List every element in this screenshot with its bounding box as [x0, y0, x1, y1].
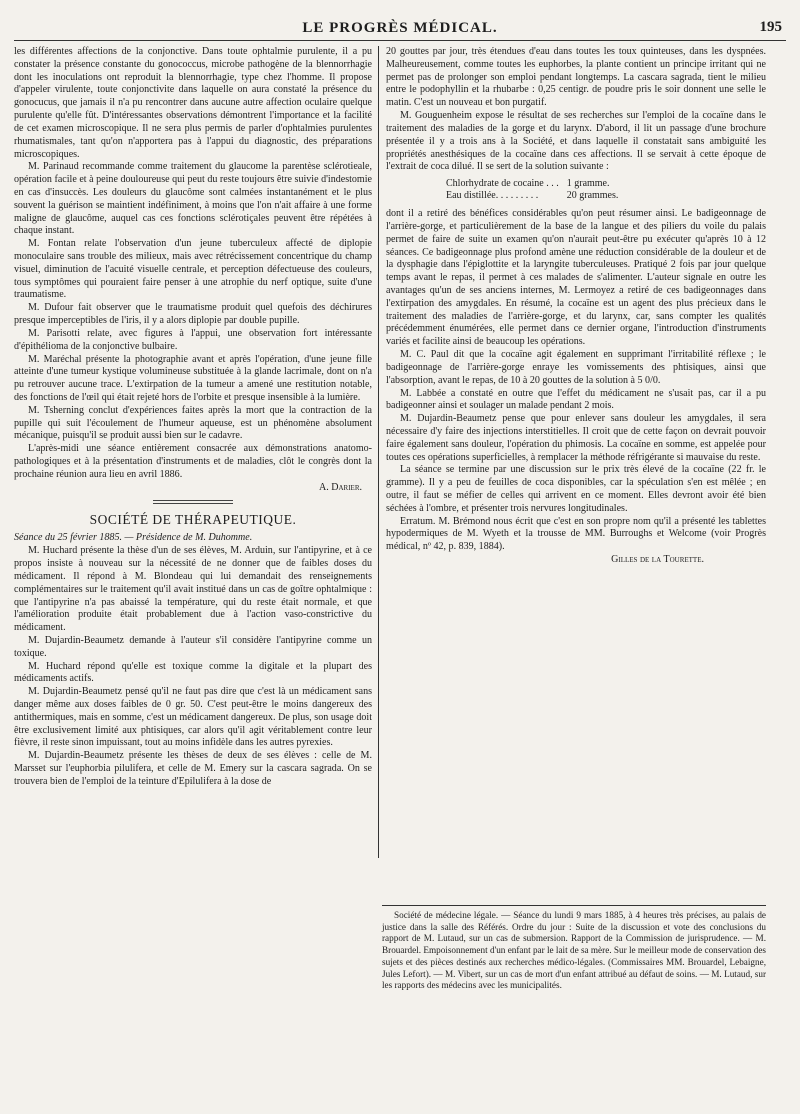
paragraph: M. Tsherning conclut d'expériences faites après la mort que la contraction de la pupille qui suit l'écoulement de l'humeur aqueuse, est un phénomène absolument mécanique, puisqu'il se produit aussi bien sur le cadavre.: [14, 404, 372, 442]
signature-darier: A. Darier.: [318, 481, 362, 493]
notice-text: Société de médecine légale. — Séance du lundi 9 mars 1885, à 4 heures très précises, au palais de justice dans la salle des Référés. Ordre du jour : Suite de la discussion et vote des conclusions du rapport de M. Lutaud, sur un cas de submersion. Rapport de la Commission de jurisprudence. — M. Brouardel. Empoisonnement d'un enfant par le lait de sa mère. Sur le meilleur mode de conservation des sujets et des pièces destinés aux recherches médico-légales. (Commissaires MM. Brouardel, Lebaigne, Jules Lefort). — M. Vibert, sur un cas de mort d'un enfant attribué au défaut de soins. — M. Lutaud, sur les rapports des médecins avec les municipalités.: [382, 910, 766, 991]
paragraph: M. Huchard présente la thèse d'un de ses élèves, M. Arduin, sur l'antipyrine, et à ce propos insiste à nouveau sur la nécessité de ne donner que de faibles doses du médicament. Il répond à M. Blondeau qui lui demandait des renseignements complémentaires sur le traitement qu'il avait institué dans un cas de goître ophtalmique : que l'antipyrine n'a pas abaissé la température, qui du reste était normale, et que l'amélioration produite était probablement due à l'action vaso-constrictive du médicament.: [14, 545, 372, 634]
paragraph: M. Dujardin-Beaumetz pensé qu'il ne faut pas dire que c'est là un médicament sans danger même aux doses faibles de 0 gr. 50. C'est peut-être le moins dangereux des antithermiques, mais en somme, c'est un médicament dangereux. De plus, son usage doit être exclusivement limité aux phtisiques, car alors qu'il agit véritablement contre leur fièvre, il reste sinon impuissant, tout au moins infidèle dans les autres pyrexies.: [14, 686, 372, 749]
recipe-ingredient: Eau distillée. . . . . . . . .: [446, 190, 539, 202]
paragraph: 20 gouttes par jour, très étendues d'eau dans toutes les toux quinteuses, dans les dyspnées. Malheureusement, comme toutes les euphorbes, la plante contient un principe irritant qui ne permet pas de prolonger son emploi pendant longtemps. La cascara sagrada, tient le milieu entre le podophyllin et la rhubarbe : 0,25 centigr. de poudre pris le soir donnent une selle le matin. C'est un nouveau et bon purgatif.: [386, 46, 766, 109]
notice-box: [382, 905, 766, 992]
paragraph: L'après-midi une séance entièrement consacrée aux démonstrations anatomo-pathologiques et à la présentation d'instruments et de maladies, clôt le congrès dont la prochaine réunion aura lieu en avril 1886.: [14, 443, 372, 480]
erratum-paragraph: Erratum. M. Brémond nous écrit que c'est en son propre nom qu'il a présenté les tablettes hypodermiques de M. Wyeth et la trousse de MM. Burroughs et Welcome (voir Progrès médical, nº 42, p. 839, 1884).: [386, 515, 766, 553]
seance-line: Séance du 25 février 1885. — Présidence de M. Duhomme.: [14, 532, 253, 544]
paragraph: M. Gouguenheim expose le résultat de ses recherches sur l'emploi de la cocaïne dans le traitement des maladies de la gorge et du larynx. D'abord, il lit un passage d'une brochure présentée il y a trois ans à la Société, et dans laquelle il constatait sans ambiguité les propriétés anesthésiques de la cocaïne dans ces affections. Il se servait à cette époque de l'extrait de coca dilué. Il se sert de la solution suivante :: [386, 110, 766, 173]
page-header: [14, 18, 786, 41]
section-title: SOCIÉTÉ DE THÉRAPEUTIQUE.: [89, 512, 297, 528]
paragraph: M. C. Paul dit que la cocaïne agit également en supprimant l'irritabilité réflexe ; le badigeonnage de l'arrière-gorge enraye les vomissements des phtisiques, ainsi que l'absorption, avant le repas, de 10 à 20 gouttes de la solution à 5 0/0.: [386, 349, 766, 386]
right-column: [386, 46, 766, 567]
recipe-row: [442, 190, 622, 202]
paragraph: M. Huchard répond qu'elle est toxique comme la digitale et la plupart des médicaments actifs.: [14, 660, 372, 685]
section-rule: [153, 500, 233, 504]
paragraph: M. Parinaud recommande comme traitement du glaucome la parentèse sclérotieale, opération facile et à peine douloureuse qui peut du reste toujours être suivie d'indestomie en cas d'insuccès. Les douleurs du glaucôme sont calmées instantanément et le plus souvent la guérison se maintient indéfiniment, à moins que l'on n'ait affaire à une forme maligne de glaucôme, auquel cas ces fonctions sclérotiçales peuvent être répétées à chaque instant.: [14, 161, 372, 237]
left-column: [14, 46, 372, 789]
paragraph: M. Parisotti relate, avec figures à l'appui, une observation fort intéressante d'épithélioma de la conjonctive bulbaire.: [14, 327, 372, 352]
recipe-row: [442, 178, 622, 190]
paragraph: M. Fontan relate l'observation d'un jeune tuberculeux affecté de diplopie monoculaire sans trouble des milieux, mais avec rétrécissement concentrique du champ visuel, diminution de l'acuité visuelle centrale, et perception défectueuse des couleurs, tous symptômes qui pouraient faire penser à une atrophie du nerf optique, suite d'une traumatisme.: [14, 238, 372, 301]
column-divider: [378, 46, 379, 858]
paragraph: La séance se termine par une discussion sur le prix très élevé de la cocaïne (22 fr. le gramme). Il y a peu de feuilles de coca disponibles, car la spéculation s'en est mêlée ; en outre, il faut se méfier de celles qui arrivent en ce moment. Elles devront avoir été bien séchées à l'ombre, et présenter trois nervures longitudinales.: [386, 464, 766, 514]
signature-gilles: Gilles de la Tourette.: [611, 554, 704, 566]
paragraph: M. Dufour fait observer que le traumatisme produit quel quefois des déchirures presque imperceptibles de l'iris, il y a alors diplopie par double pupille.: [14, 302, 372, 327]
paragraph: M. Dujardin-Beaumetz pense que pour enlever sans douleur les amygdales, il sera nécessaire d'y faire des injections interstitielles. Il croit que de cette façon on devrait pouvoir faire également sans douleur, l'opération du phimosis. La cocaïne en somme, est appelée pour toutes ces opérations superficielles, à remplacer la méthode réfrigérante si mauvaise du reste.: [386, 413, 766, 463]
journal-title: LE PROGRÈS MÉDICAL.: [302, 20, 498, 36]
paragraph: M. Dujardin-Beaumetz présente les thèses de deux de ses élèves : celle de M. Marsset sur l'euphorbia pilulifera, et celle de M. Emery sur la cascara sagrada. On se trouvera bien de l'emploi de la teinture d'Epilulifera à la dose de: [14, 750, 372, 787]
paragraph: M. Dujardin-Beaumetz demande à l'auteur s'il considère l'antipyrine comme un toxique.: [14, 634, 372, 659]
recipe-quantity: 1 gramme.: [566, 178, 610, 190]
paragraph: M. Labbée a constaté en outre que l'effet du médicament ne s'usait pas, car il a pu badigeonner ainsi et soulager un malade pendant 2 mois.: [386, 387, 766, 412]
paragraph: M. Maréchal présente la photographie avant et après l'opération, d'une jeune fille atteinte d'une tumeur kystique volumineuse substituée à la glande lacrimale, dont on n'a pu retrouver aucune trace. L'extirpation de la tumeur a amené une restitution notable, des fonctions de l'œil qui était rejeté hors de l'orbite et presque insensible à la lumière.: [14, 353, 372, 403]
recipe-ingredient: Chlorhydrate de cocaine . . .: [446, 178, 559, 190]
page-number: 195: [759, 19, 782, 35]
recipe-table: [442, 178, 622, 202]
recipe-quantity: 20 grammes.: [566, 190, 619, 202]
paragraph: dont il a retiré des bénéfices considérables qu'on peut résumer ainsi. Le badigeonnage de l'arrière-gorge, et particulièrement de la base de la langue et des piliers du voile du palais permet de faire de suite un examen qu'on n'aurait peut-être pu exécuter qu'après 10 à 12 séances. Ce badigeonnage plus profond amène une réduction considérable de la douleur et de la dysphagie dans l'épiglottite et la laryngite tuberculeuses. Pratiqué 2 fois par jour quelque temps avant le repas, il permet à ces malades de s'alimenter. L'auteur signale en outre les avantages qu'un de ses anciens internes, M. Lermoyez a retiré de ces badigeonnages dans l'extirpation des amygdales. En résumé, la cocaïne est un agent des plus précieux dans le traitement des maladies de l'arrière-gorge, et du larynx, car, sans compter les qualités précédemment énumérées, elle permet dans ce dernier organe, l'introduction d'instruments variés et facilite ainsi de beaucoup les opérations.: [386, 208, 766, 348]
paragraph: les différentes affections de la conjonctive. Dans toute ophtalmie purulente, il a pu constater la présence constante du gonococcus, microbe pathogène de la blennorrhagie dont les inoculations ont reproduit la blennorrhagie, type chez l'homme. Il propose d'appeler virulente, toute conjonctivite dans laquelle on aura constaté la présence du gonocucus, que jamais il n'a pu rencontrer dans aucune autre affection oculaire quelque purulente qu'elle fût. D'intéressantes observations démontrent l'importance et la facilité de cet examen microscopique. Il ne sera plus permis de parler d'ophtalmies purulentes rhumatismales, tant qu'on n'apportera pas à l'appui du diagnostic, des préparations microscopiques.: [14, 46, 372, 160]
